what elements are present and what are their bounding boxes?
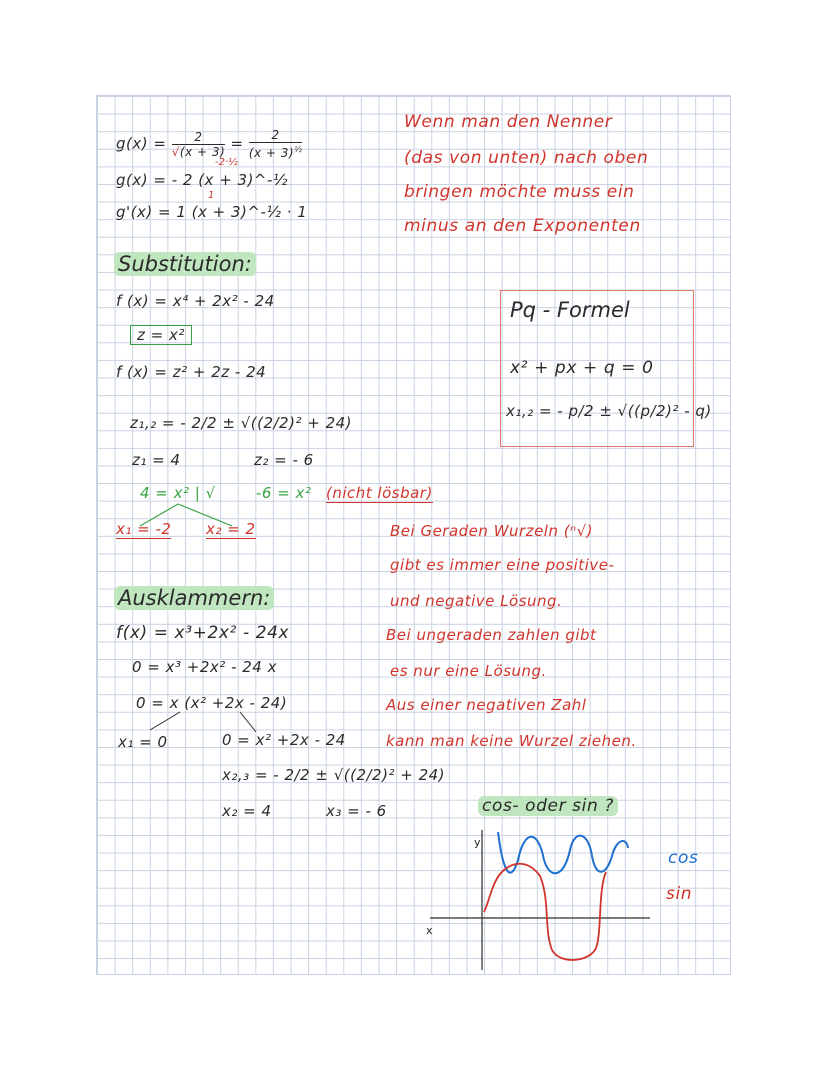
factoring-x2: x₂ = 4 [222,802,272,820]
substitution-z1: z₁ = 4 [132,451,181,469]
substitution-f2: f (x) = z² + 2z - 24 [116,363,267,381]
substitution-z12: z₁,₂ = - 2/2 ± √((2/2)² + 24) [130,414,353,432]
factoring-x3: x₃ = - 6 [326,802,387,820]
derivative-line-3: g'(x) = 1 (x + 3)^-½ · 1 [116,203,308,221]
factoring-x23: x₂,₃ = - 2/2 ± √((2/2)² + 24) [222,766,446,784]
y-axis-label: y [474,836,481,849]
note-top-line-1: Wenn man den Nenner [404,112,613,132]
substitution-x2: x₂ = 2 [206,520,256,538]
substitution-eq2: -6 = x² [256,484,312,502]
pq-formula: x₁,₂ = - p/2 ± √((p/2)² - q) [506,402,712,420]
substitution-box: z = x² [130,325,192,345]
factoring-heading: Ausklammern: [114,586,274,610]
substitution-eq1: 4 = x² | √ [140,484,216,502]
factoring-f: f(x) = x³+2x² - 24x [116,623,290,643]
pq-title: Pq - Formel [510,298,630,322]
sin-curve [484,864,606,960]
note-roots-line-7: kann man keine Wurzel ziehen. [386,732,637,750]
note-top-line-2: (das von unten) nach oben [404,148,649,168]
note-roots-line-1: Bei Geraden Wurzeln (ⁿ√) [390,522,593,540]
factoring-line-3: 0 = x² +2x - 24 [222,731,346,749]
frac-denominator: √(x + 3) [171,144,226,159]
factoring-line-1: 0 = x³ +2x² - 24 x [132,658,277,676]
note-top-line-3: bringen möchte muss ein [404,182,635,202]
derivative-line-1: g(x) = $\frac{2}{√(x + 3)}$ = $\frac{2}{(x + 3)^{\frac{1}{2}}}$ [116,128,303,160]
note-roots-line-6: Aus einer negativen Zahl [386,696,587,714]
substitution-x1: x₁ = -2 [116,520,172,538]
frac-denominator-2: $(x + 3)^{\frac{1}{2}}$ [249,142,303,160]
x-axis-label: x [426,924,433,937]
substitution-unsolvable: (nicht lösbar) [326,484,433,502]
factoring-line-2: 0 = x (x² +2x - 24) [136,694,288,712]
frac-numerator: 2 [194,129,203,144]
note-top-line-4: minus an den Exponenten [404,216,641,236]
graph-question: cos- oder sin ? [478,796,618,816]
factoring-x1: x₁ = 0 [118,733,168,751]
substitution-f1: f (x) = x⁴ + 2x² - 24 [116,292,275,310]
derivative-note: -2·½ [215,157,238,168]
frac-numerator-2: 2 [271,128,280,142]
derivative-line-2: g(x) = - 2 (x + 3)^-½ [116,171,288,189]
note-roots-line-3: und negative Lösung. [390,592,563,610]
derivative-note-2: 1 [208,190,215,201]
note-roots-line-2: gibt es immer eine positive- [390,556,615,574]
note-roots-line-5: es nur eine Lösung. [390,662,547,680]
cos-curve [498,832,628,873]
note-roots-line-4: Bei ungeraden zahlen gibt [386,626,597,644]
graph-cos-label: cos [668,848,699,868]
pq-equation: x² + px + q = 0 [510,358,654,378]
graph-sin-label: sin [666,884,693,904]
substitution-z2: z₂ = - 6 [254,451,314,469]
substitution-heading: Substitution: [114,252,256,276]
sine-cosine-graph [420,820,660,970]
